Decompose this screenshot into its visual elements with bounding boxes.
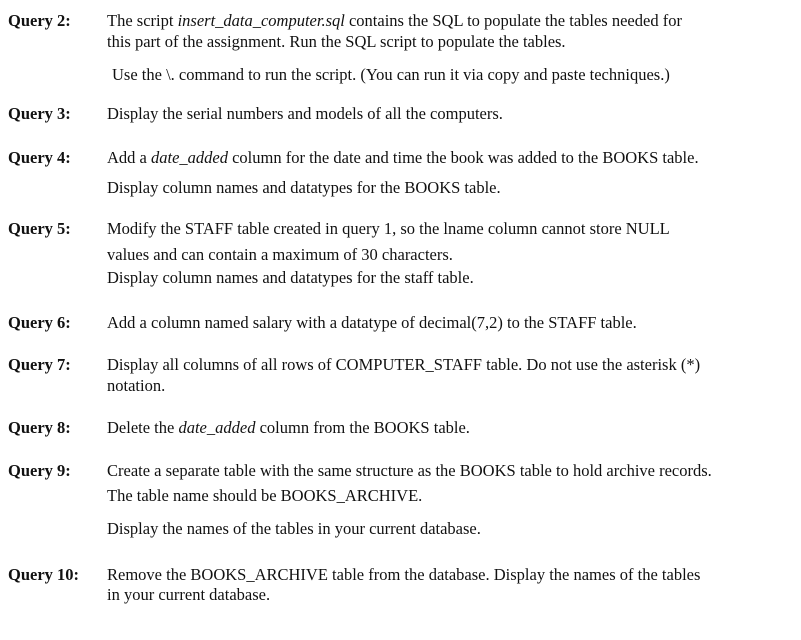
query-label: Query 4: (8, 148, 71, 167)
query-label: Query 8: (8, 418, 71, 437)
query-text-line: Display all columns of all rows of COMPUTER_STAFF table. Do not use the asterisk (*) (107, 355, 701, 374)
query-text-line: in your current database. (107, 585, 271, 604)
query-label: Query 5: (8, 219, 71, 238)
query-text-line: Display the serial numbers and models of all the computers. (107, 104, 503, 123)
query-label: Query 9: (8, 461, 71, 480)
query-text-line: The script insert_data_computer.sql contains the SQL to populate the tables needed for (107, 11, 682, 30)
query-text-line: Display column names and datatypes for the BOOKS table. (107, 178, 501, 197)
query-text-line: Create a separate table with the same structure as the BOOKS table to hold archive records. (107, 461, 712, 480)
query-label: Query 3: (8, 104, 71, 123)
query-text-line: The table name should be BOOKS_ARCHIVE. (107, 486, 423, 505)
query-text-line: Modify the STAFF table created in query 1, so the lname column cannot store NULL (107, 219, 670, 238)
query-text-line: values and can contain a maximum of 30 characters. (107, 245, 453, 264)
query-text-line: notation. (107, 376, 166, 395)
query-text-line: this part of the assignment. Run the SQL script to populate the tables. (107, 32, 566, 51)
query-label: Query 6: (8, 313, 71, 332)
query-text-line: Display the names of the tables in your current database. (107, 519, 481, 538)
query-text-line: Add a column named salary with a datatype of decimal(7,2) to the STAFF table. (107, 313, 637, 332)
query-text-line: Add a date_added column for the date and time the book was added to the BOOKS table. (107, 148, 699, 167)
query-text-line: Delete the date_added column from the BOOKS table. (107, 418, 470, 437)
query-label: Query 7: (8, 355, 71, 374)
query-text-line: Use the \. command to run the script. (You can run it via copy and paste techniques.) (112, 65, 670, 84)
query-label: Query 2: (8, 11, 71, 30)
query-label: Query 10: (8, 565, 80, 584)
query-text-line: Remove the BOOKS_ARCHIVE table from the database. Display the names of the tables (107, 565, 701, 584)
query-text-line: Display column names and datatypes for the staff table. (107, 268, 474, 287)
